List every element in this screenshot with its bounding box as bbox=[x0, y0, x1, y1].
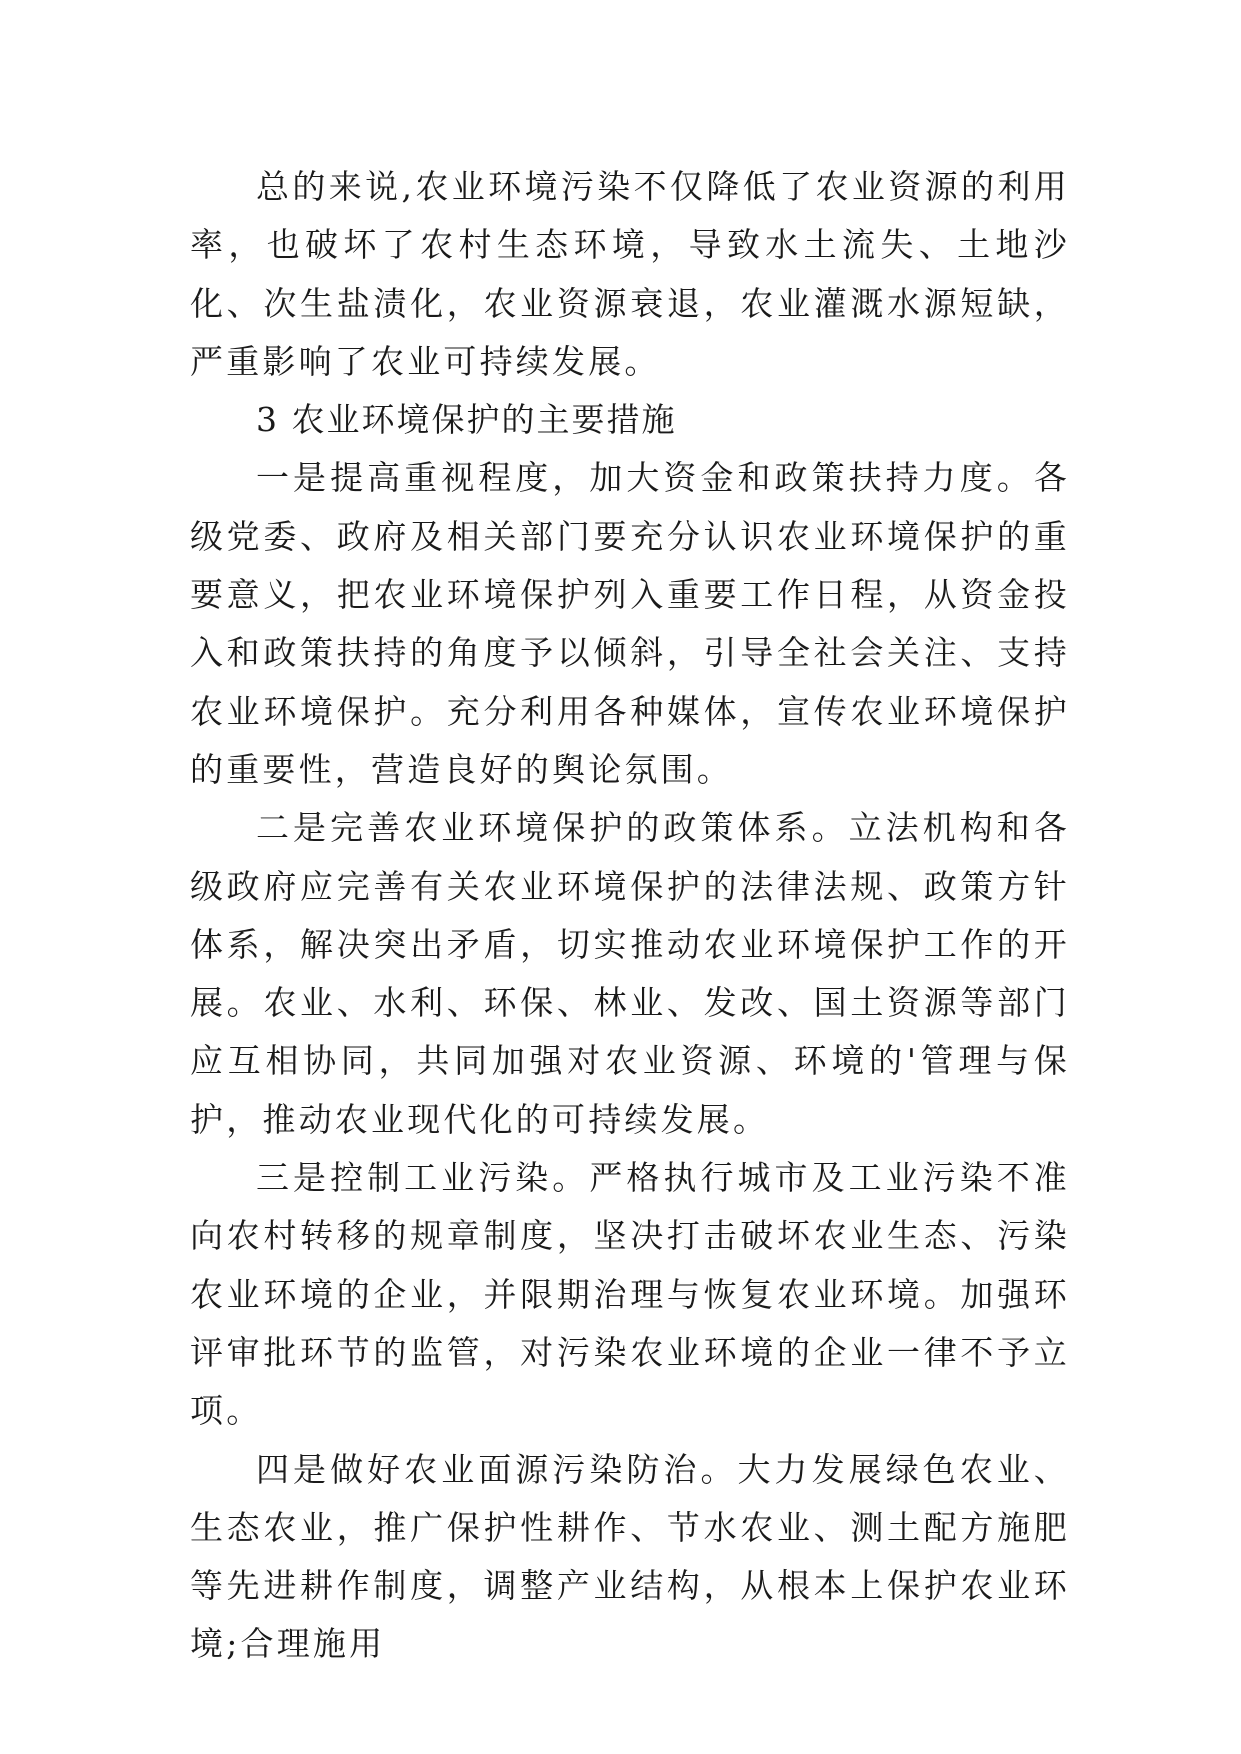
paragraph-measure-two: 二是完善农业环境保护的政策体系。立法机构和各级政府应完善有关农业环境保护的法律法规、政策方针体系，解决突出矛盾，切实推动农业环境保护工作的开展。农业、水利、环保、林业、发改、国土资源等部门应互相协同，共同加强对农业资源、环境的'管理与保护，推动农业现代化的可持续发展。 bbox=[190, 808, 1070, 1139]
paragraph-measure-one: 一是提高重视程度，加大资金和政策扶持力度。各级党委、政府及相关部门要充分认识农业环境保护的重要意义，把农业环境保护列入重要工作日程，从资金投入和政策扶持的角度予以倾斜，引导全社会关注、支持农业环境保护。充分利用各种媒体，宣传农业环境保护的重要性，营造良好的舆论氛围。 bbox=[190, 458, 1070, 789]
section-heading: 3 农业环境保护的主要措施 bbox=[256, 400, 677, 440]
paragraph-measure-three: 三是控制工业污染。严格执行城市及工业污染不准向农村转移的规章制度，坚决打击破坏农业生态、污染农业环境的企业，并限期治理与恢复农业环境。加强环评审批环节的监管，对污染农业环境的企业一律不予立项。 bbox=[190, 1158, 1070, 1431]
paragraph-measure-four: 四是做好农业面源污染防治。大力发展绿色农业、生态农业，推广保护性耕作、节水农业、测土配方施肥等先进耕作制度，调整产业结构，从根本上保护农业环境;合理施用 bbox=[190, 1449, 1070, 1664]
document-body bbox=[190, 158, 1070, 1674]
paragraph-summary: 总的来说,农业环境污染不仅降低了农业资源的利用率，也破坏了农村生态环境，导致水土流失、土地沙化、次生盐渍化，农业资源衰退，农业灌溉水源短缺，严重影响了农业可持续发展。 bbox=[190, 167, 1070, 381]
